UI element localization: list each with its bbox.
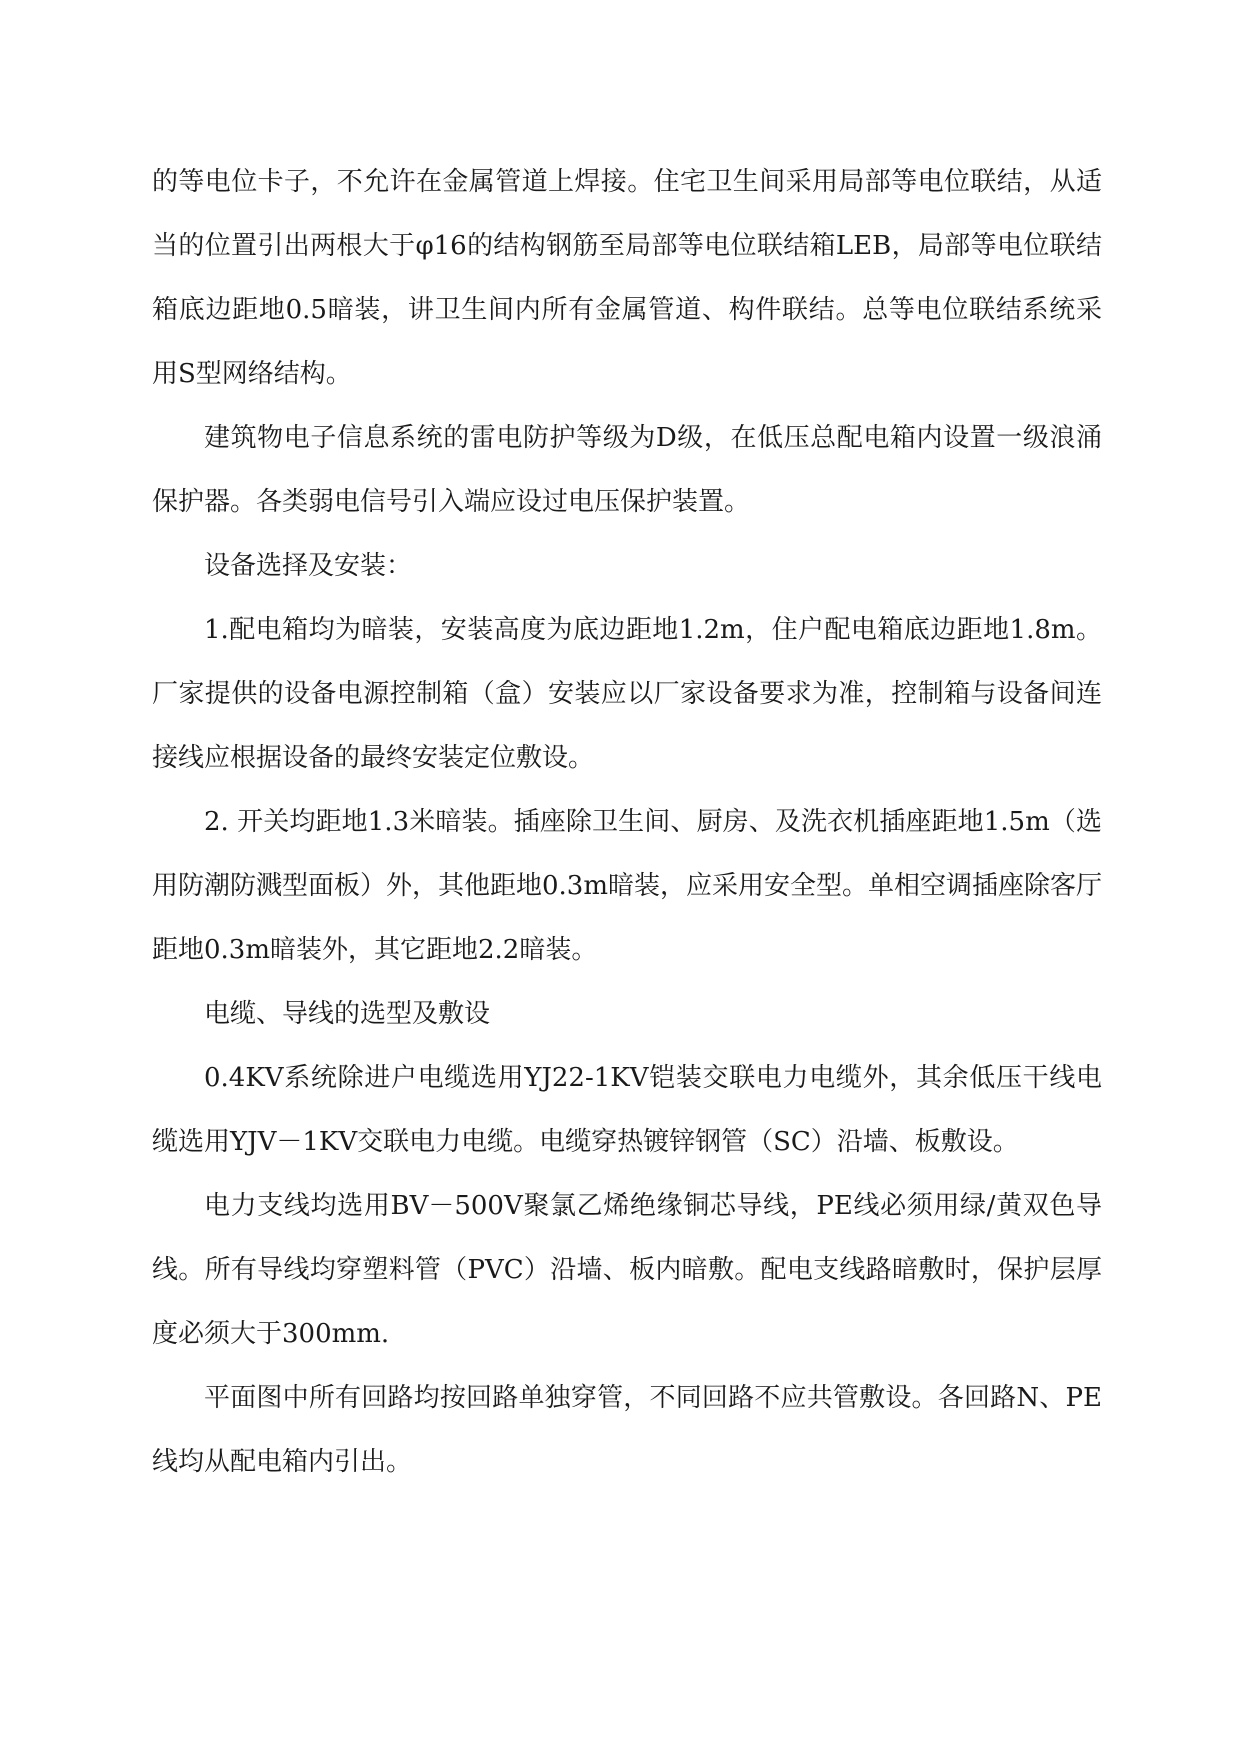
paragraph-distribution-box: 1.配电箱均为暗装，安装高度为底边距地1.2m，住户配电箱底边距地1.8m。厂家提供的设备电源控制箱（盒）安装应以厂家设备要求为准，控制箱与设备间连接线应根据设备的最终安装定位敷设。 [152,615,1102,773]
paragraph-circuit-conduit: 平面图中所有回路均按回路单独穿管，不同回路不应共管敷设。各回路N、PE线均从配电箱内引出。 [152,1383,1102,1477]
paragraph-branch-wiring: 电力支线均选用BV－500V聚氯乙烯绝缘铜芯导线，PE线必须用绿/黄双色导线。所有导线均穿塑料管（PVC）沿墙、板内暗敷。配电支线路暗敷时，保护层厚度必须大于300mm. [152,1191,1102,1349]
paragraph-equipment-heading: 设备选择及安装： [204,551,413,581]
paragraph-cable-heading: 电缆、导线的选型及敷设 [204,999,491,1029]
paragraph-cable-selection: 0.4KV系统除进户电缆选用YJ22-1KV铠装交联电力电缆外，其余低压干线电缆选用YJV－1KV交联电力电缆。电缆穿热镀锌钢管（SC）沿墙、板敷设。 [152,1063,1102,1157]
paragraph-switches-sockets: 2. 开关均距地1.3米暗装。插座除卫生间、厨房、及洗衣机插座距地1.5m（选用防潮防溅型面板）外，其他距地0.3m暗装，应采用安全型。单相空调插座除客厅距地0.3m暗装外，其它距地2.2暗装。 [152,807,1103,965]
paragraph-equipotential-bonding: 的等电位卡子，不允许在金属管道上焊接。住宅卫生间采用局部等电位联结，从适当的位置引出两根大于φ16的结构钢筋至局部等电位联结箱LEB，局部等电位联结箱底边距地0.5暗装，讲卫生间内所有金属管道、构件联结。总等电位联结系统采用S型网络结构。 [152,167,1102,389]
paragraph-lightning-protection: 建筑物电子信息系统的雷电防护等级为D级，在低压总配电箱内设置一级浪涌保护器。各类弱电信号引入端应设过电压保护装置。 [152,423,1102,517]
document-body [152,150,1102,1494]
